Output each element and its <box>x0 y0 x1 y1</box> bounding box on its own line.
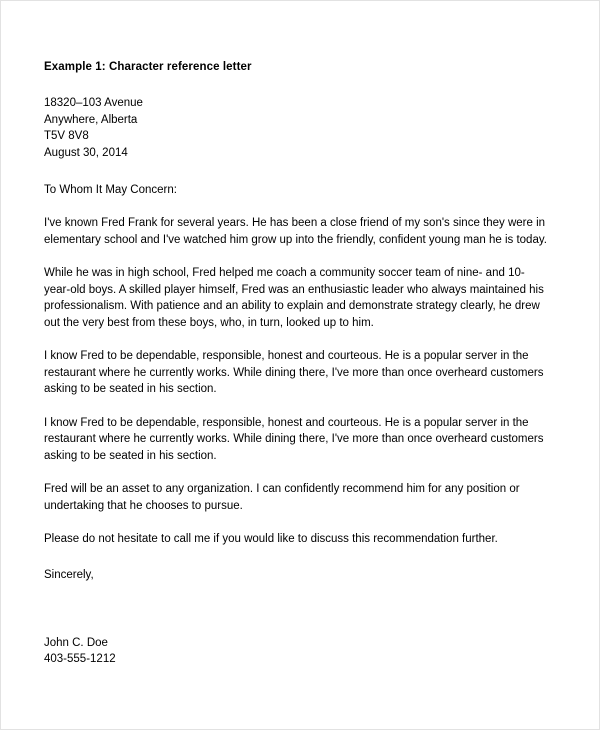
address-line-date: August 30, 2014 <box>44 146 128 159</box>
closing-salutation: Sincerely, <box>44 568 94 581</box>
body-paragraph: Please do not hesitate to call me if you would like to discuss this recommendation further. <box>44 533 498 545</box>
address-line-city: Anywhere, Alberta <box>44 113 138 126</box>
body-paragraph: I've known Fred Frank for several years. He has been a close friend of my son's since they were in elementary school and I've watched him grow up into the friendly, confident young man he is today. <box>44 217 547 246</box>
page-title: Example 1: Character reference letter <box>44 61 252 73</box>
address-line-street: 18320–103 Avenue <box>44 97 143 109</box>
address-line-postal-code: T5V 8V8 <box>44 130 89 142</box>
signature-name: John C. Doe <box>44 636 108 649</box>
signature-block <box>44 635 550 668</box>
sender-address-block <box>44 95 550 161</box>
body-paragraph: I know Fred to be dependable, responsible, honest and courteous. He is a popular server in the restaurant where he currently works. While dining there, I've more than once overheard customers asking to be seated in his section. <box>44 350 544 395</box>
signature-phone: 403-555-1212 <box>44 653 116 665</box>
body-paragraph: While he was in high school, Fred helped me coach a community soccer team of nine- and 10-year-old boys. A skilled player himself, Fred was an enthusiastic leader who always maintained his professionalism. With patience and an ability to explain and demonstrate strategy clearly, he drew out the very best from these boys, who, in turn, looked up to him. <box>44 267 544 329</box>
salutation: To Whom It May Concern: <box>44 184 177 196</box>
body-paragraph: Fred will be an asset to any organization. I can confidently recommend him for any position or undertaking that he chooses to pursue. <box>44 483 520 512</box>
body-paragraph: I know Fred to be dependable, responsible, honest and courteous. He is a popular server in the restaurant where he currently works. While dining there, I've more than once overheard customers asking to be seated in his section. <box>44 416 544 462</box>
letter-content <box>44 59 550 668</box>
